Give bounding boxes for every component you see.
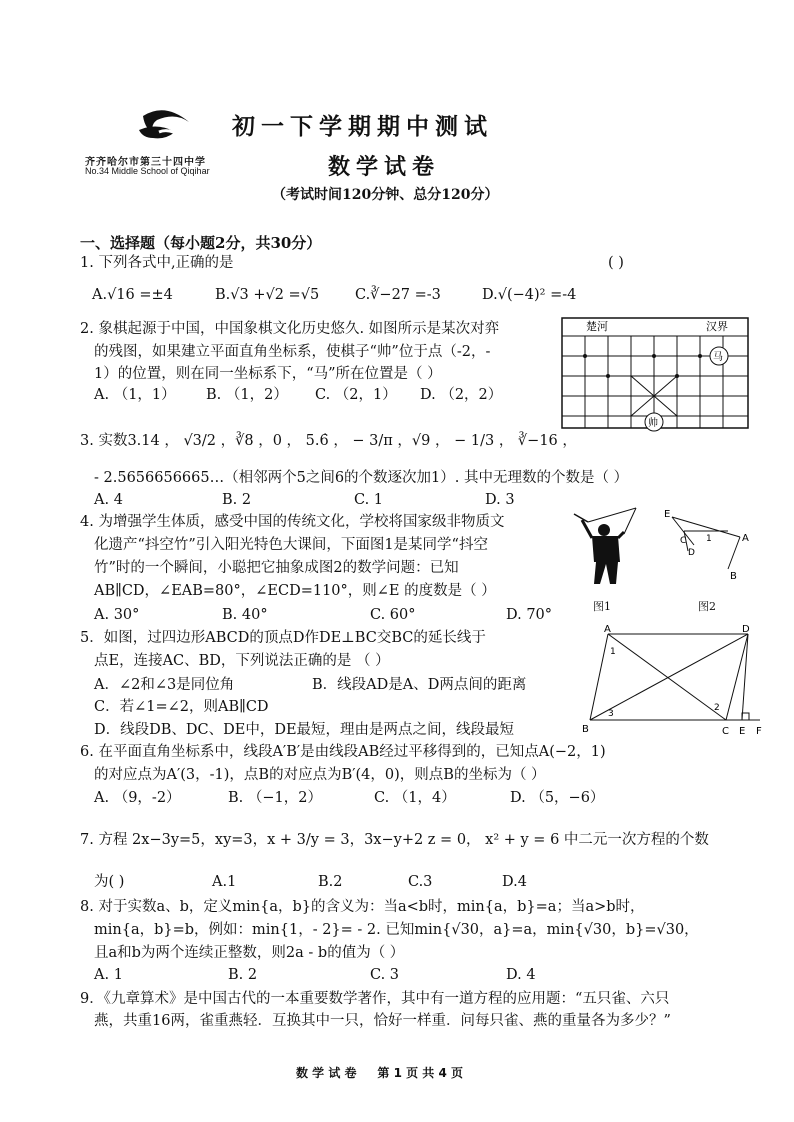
q6-option-b: B. （−1，2）: [228, 790, 322, 806]
q8-line-1: 8. 对于实数a、b，定义min{a，b}的含义为：当a<b时，min{a，b}=a；当a>b时，: [80, 899, 645, 915]
q4-figure-2: [662, 505, 754, 583]
board-river-right: 汉界: [706, 320, 728, 333]
q4-figure-1-caption: 图1: [593, 600, 611, 613]
q3-option-c: C. 1: [354, 492, 384, 508]
q4-option-a: A. 30°: [94, 607, 140, 623]
q1-option-c: C.∛−27 =-3: [355, 287, 441, 303]
exam-subtitle: 数学试卷: [328, 155, 441, 180]
svg-text:F: F: [756, 726, 762, 737]
school-logo: [135, 108, 195, 150]
piece-ma: 马: [713, 352, 723, 363]
q4-option-d: D. 70°: [506, 607, 553, 623]
q5-option-b: B．线段AD是A、D两点间的距离: [312, 677, 527, 693]
q1-option-d: D.√(−4)² =-4: [482, 287, 577, 303]
q7-option-d: D.4: [502, 874, 527, 890]
q7-option-b: B.2: [318, 874, 343, 890]
q3-line-1: 3. 实数3.14 ， √3/2 ，∛8 ，0 ， 5.6̇ ， − 3/π ，√9 ， − 1/3 ， ∛−16 ，: [80, 433, 577, 449]
svg-text:D: D: [688, 548, 695, 558]
q6-line-1: 6. 在平面直角坐标系中，线段A′B′是由线段AB经过平移得到的，已知点A(−2，1): [80, 744, 606, 760]
q7-option-c: C.3: [408, 874, 433, 890]
q8-option-a: A. 1: [94, 967, 123, 983]
q6-option-a: A. （9，-2）: [94, 790, 181, 806]
q5-line-1: 5．如图，过四边形ABCD的顶点D作DE⊥BC交BC的延长线于: [80, 630, 486, 646]
q8-option-d: D. 4: [506, 967, 536, 983]
q8-option-c: C. 3: [370, 967, 400, 983]
svg-text:B: B: [730, 571, 737, 582]
q3-option-b: B. 2: [222, 492, 252, 508]
q7-option-a: A.1: [212, 874, 237, 890]
svg-text:1: 1: [610, 647, 616, 657]
page-footer: 数 学 试 卷 第 1 页 共 4 页: [296, 1066, 464, 1080]
q2-line-3: 1）的位置，则在同一坐标系下，“马”所在位置是（ ）: [94, 366, 442, 382]
board-river-left: 楚河: [586, 320, 608, 333]
q4-option-b: B. 40°: [222, 607, 268, 623]
svg-text:D: D: [742, 624, 750, 635]
q9-line-1: 9．《九章算术》是中国古代的一本重要数学著作，其中有一道方程的应用题：“五只雀、六只: [80, 991, 670, 1007]
q8-option-b: B. 2: [228, 967, 258, 983]
q4-line-2: 化遗产“抖空竹”引入阳光特色大课间，下面图1是某同学“抖空: [94, 537, 488, 553]
svg-text:2: 2: [714, 703, 720, 713]
q6-line-2: 的对应点为A′(3，-1)，点B的对应点为B′(4，0)，则点B的坐标为（ ）: [94, 767, 546, 783]
svg-text:3: 3: [608, 709, 614, 719]
q5-option-a: A．∠2和∠3是同位角: [94, 677, 235, 693]
q1-stem: 1. 下列各式中,正确的是: [80, 255, 234, 271]
q1-option-a: A.√16 =±4: [92, 287, 173, 303]
q3-option-a: A. 4: [94, 492, 123, 508]
chess-board-figure: [556, 316, 756, 432]
q4-line-1: 4. 为增强学生体质，感受中国的传统文化，学校将国家级非物质文: [80, 514, 505, 530]
q7-line-2-prefix: 为( ): [94, 874, 125, 890]
svg-text:E: E: [664, 509, 671, 520]
q1-option-b: B.√3 +√2 =√5: [215, 287, 320, 303]
q6-option-d: D. （5，−6）: [510, 790, 605, 806]
q9-line-2: 燕，共重16两，雀重燕轻．互换其中一只，恰好一样重．问每只雀、燕的重量各为多少？”: [94, 1013, 671, 1029]
piece-shuai: 帅: [648, 418, 658, 429]
q4-line-4: AB∥CD，∠EAB=80°，∠ECD=110°，则∠E 的度数是（ ）: [94, 583, 496, 599]
q6-option-c: C. （1，4）: [374, 790, 456, 806]
q4-figure-1: [566, 498, 662, 602]
q7-line-1: 7. 方程 2x−3y=5，xy=3，x + 3/y = 3，3x−y+2 z = 0， x² + y = 6 中二元一次方程的个数: [80, 832, 709, 848]
svg-text:E: E: [739, 726, 746, 737]
q3-option-d: D. 3: [485, 492, 515, 508]
q2-option-b: B. （1，2）: [206, 387, 288, 403]
q4-line-3: 竹”时的一个瞬间，小聪把它抽象成图2的数学问题：已知: [94, 560, 459, 576]
q1-answer-paren: ( ): [608, 255, 624, 271]
svg-text:1: 1: [706, 534, 712, 544]
q2-option-d: D. （2，2）: [420, 387, 503, 403]
section-heading: 一、选择题（每小题2分，共30分）: [80, 234, 322, 252]
q2-line-2: 的残图，如果建立平面直角坐标系，使棋子“帅”位于点（-2，-: [94, 344, 491, 360]
q2-option-c: C. （2，1）: [315, 387, 397, 403]
school-name-cn: 齐齐哈尔市第三十四中学: [85, 157, 206, 168]
exam-info: （考试时间120分钟、总分120分）: [272, 187, 499, 203]
q2-option-a: A. （1，1）: [94, 387, 176, 403]
school-name-en: No.34 Middle School of Qiqihar: [85, 166, 210, 176]
svg-text:B: B: [582, 724, 589, 735]
svg-text:A: A: [742, 533, 749, 544]
q2-line-1: 2. 象棋起源于中国，中国象棋文化历史悠久. 如图所示是某次对弈: [80, 321, 500, 337]
q5-quadrilateral-figure: [580, 624, 770, 738]
svg-text:C: C: [722, 726, 729, 737]
q3-line-2: - 2.5656656665…（相邻两个5之间6的个数逐次加1）. 其中无理数的个数是（ ）: [94, 470, 629, 486]
q5-option-d: D．线段DB、DC、DE中，DE最短，理由是两点之间，线段最短: [94, 722, 515, 738]
q5-line-2: 点E，连接AC、BD，下列说法正确的是 （ ）: [94, 653, 390, 669]
svg-text:C: C: [680, 536, 687, 546]
exam-title: 初一下学期期中测试: [232, 114, 493, 140]
q4-figure-2-caption: 图2: [698, 600, 716, 613]
q8-line-3: 且a和b为两个连续正整数，则2a - b的值为（ ）: [94, 945, 405, 961]
q5-option-c: C．若∠1=∠2，则AB∥CD: [94, 699, 269, 715]
q4-option-c: C. 60°: [370, 607, 416, 623]
q8-line-2: min{a，b}=b，例如：min{1，- 2}= - 2. 已知min{√30，a}=a，min{√30，b}=√30，: [94, 922, 699, 938]
svg-text:A: A: [604, 624, 611, 635]
